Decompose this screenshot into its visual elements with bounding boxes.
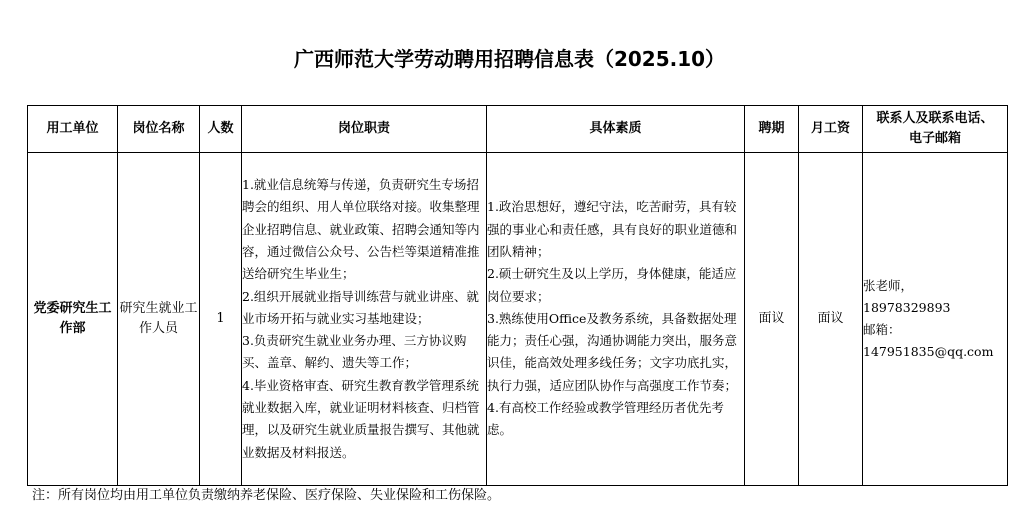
contact-email-label: 邮箱： xyxy=(863,322,901,337)
cell-term: 面议 xyxy=(745,153,799,486)
contact-name: 张老师， xyxy=(863,278,914,293)
cell-unit: 党委研究生工作部 xyxy=(28,153,118,486)
duty-item: 1.就业信息统筹与传递，负责研究生专场招聘会的组织、用人单位联络对接。收集整理企业招聘信息、就业政策、招聘会通知等内容，通过微信公众号、公告栏等渠道精准推送给研究生毕业生； xyxy=(242,177,480,282)
qualification-item: 2.硕士研究生及以上学历，身体健康，能适应岗位要求； xyxy=(487,266,737,304)
contact-phone: 18978329893 xyxy=(863,300,951,315)
page-title: 广西师范大学劳动聘用招聘信息表（2025.10） xyxy=(293,47,726,71)
header-salary: 月工资 xyxy=(799,106,863,153)
qualification-item: 1.政治思想好，遵纪守法，吃苦耐劳，具有较强的事业心和责任感，具有良好的职业道德和团队精神； xyxy=(487,199,738,259)
qualification-item: 4.有高校工作经验或教学管理经历者优先考虑。 xyxy=(487,400,724,438)
duty-item: 2.组织开展就业指导训练营与就业讲座、就业市场开拓与就业实习基地建设； xyxy=(242,288,479,326)
header-count: 人数 xyxy=(200,106,242,153)
header-row xyxy=(28,106,1008,153)
cell-position: 研究生就业工作人员 xyxy=(118,153,200,486)
cell-contact xyxy=(863,153,1008,486)
footnote: 注：所有岗位均由用工单位负责缴纳养老保险、医疗保险、失业保险和工伤保险。 xyxy=(32,488,501,503)
cell-count: 1 xyxy=(200,153,242,486)
header-position: 岗位名称 xyxy=(118,106,200,153)
qualification-item: 3.熟练使用Office及教务系统，具备数据处理能力；责任心强，沟通协调能力突出，服务意识佳，能高效处理多线任务；文字功底扎实，执行力强，适应团队协作与高强度工作节奏； xyxy=(487,310,738,393)
recruitment-table xyxy=(27,105,1008,486)
duty-item: 4.毕业资格审查、研究生教育教学管理系统就业数据入库，就业证明材料核查、归档管理，以及研究生就业质量报告撰写、其他就业数据及材料报送。 xyxy=(242,377,480,460)
header-qualifications: 具体素质 xyxy=(487,106,745,153)
duty-item: 3.负责研究生就业业务办理、三方协议购买、盖章、解约、遗失等工作； xyxy=(242,333,467,371)
cell-duties xyxy=(242,153,487,486)
contact-email: 147951835@qq.com xyxy=(863,344,994,359)
header-duties: 岗位职责 xyxy=(242,106,487,153)
header-term: 聘期 xyxy=(745,106,799,153)
table-row xyxy=(28,153,1008,486)
header-unit: 用工单位 xyxy=(28,106,118,153)
header-contact: 联系人及联系电话、电子邮箱 xyxy=(863,106,1008,153)
cell-salary: 面议 xyxy=(799,153,863,486)
cell-qualifications xyxy=(487,153,745,486)
